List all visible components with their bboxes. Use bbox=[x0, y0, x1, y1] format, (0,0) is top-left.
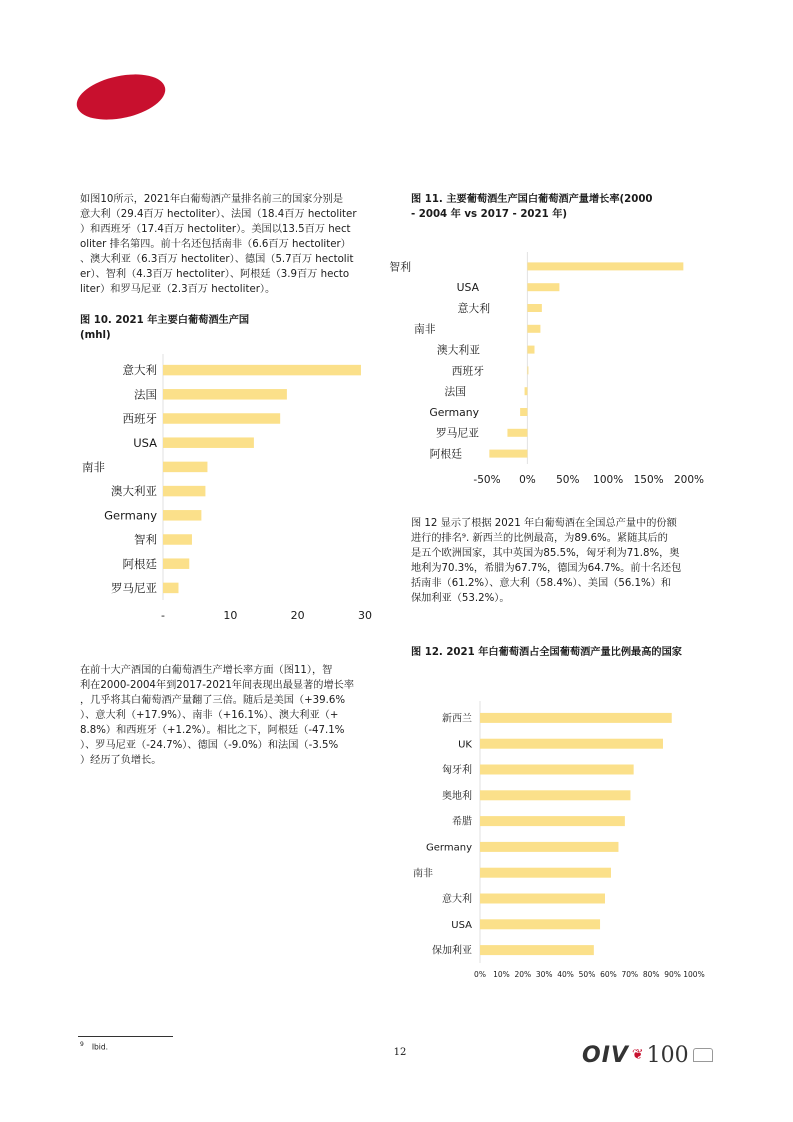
footnote: $^9$ Ibid. bbox=[80, 1041, 109, 1052]
bar-9 bbox=[480, 919, 600, 929]
category-label: 罗马尼亚 bbox=[435, 426, 479, 440]
tick-label: 10% bbox=[493, 970, 510, 979]
bar-7 bbox=[525, 387, 528, 395]
category-label: USA bbox=[133, 435, 157, 450]
tick-label: 90% bbox=[664, 970, 681, 979]
bar-1 bbox=[527, 262, 683, 270]
paragraph-growth-rate: 在前十大产酒国的白葡萄酒生产增长率方面（图11），智 利在2000-2004年到2017-2021年间表现出最显著的增长率 ，几乎将其白葡萄酒产量翻了三倍。随后是美国（+39.6% ）、意大利（+17.9%）、南非（+16.1%）、澳大利亚（+ 8.8%）和西班牙（+1.2%）。相比之下，阿根廷（-47.1% ）、罗马尼亚（-24.7%）、德国（-9.0%）和法国（-3.5% ）经历了负增长。 bbox=[80, 665, 355, 766]
category-label: 南非 bbox=[414, 322, 436, 336]
category-label: 希腊 bbox=[452, 816, 472, 828]
category-label: Germany bbox=[104, 508, 157, 523]
category-label: 法国 bbox=[134, 387, 157, 402]
category-label: USA bbox=[451, 919, 472, 931]
footnote-divider bbox=[78, 1036, 173, 1037]
category-label: 匈牙利 bbox=[442, 765, 472, 777]
chart-fig12 bbox=[405, 700, 725, 985]
category-label: UK bbox=[458, 739, 472, 751]
bar-2 bbox=[527, 283, 559, 291]
page-number: 12 bbox=[393, 1047, 407, 1058]
tick-label: 50% bbox=[578, 970, 596, 979]
category-label: 新西兰 bbox=[442, 713, 472, 725]
fig10-title: 图 10. 2021 年主要白葡萄酒生产国 (mhl) bbox=[80, 315, 250, 341]
tick-label: 50% bbox=[556, 474, 580, 486]
bar-3 bbox=[480, 765, 634, 775]
category-label: 阿根廷 bbox=[122, 556, 157, 571]
tick-label: 0% bbox=[474, 970, 486, 979]
category-label: 奥地利 bbox=[442, 790, 472, 802]
tick-label: 100% bbox=[593, 474, 624, 486]
bar-9 bbox=[507, 429, 527, 437]
building-icon bbox=[693, 1048, 713, 1062]
bar-4 bbox=[480, 790, 630, 800]
bar-3 bbox=[527, 304, 541, 312]
bar-9 bbox=[163, 558, 189, 569]
bar-1 bbox=[163, 365, 361, 376]
tick-label: 150% bbox=[633, 474, 664, 486]
bar-6 bbox=[163, 486, 205, 497]
tick-label: 200% bbox=[673, 474, 705, 486]
tick-label: 100% bbox=[683, 970, 705, 979]
bar-5 bbox=[163, 462, 207, 473]
bar-8 bbox=[520, 408, 527, 416]
category-label: 意大利 bbox=[442, 894, 472, 906]
category-label: Germany bbox=[426, 842, 472, 854]
paragraph-share-ranking: 图 12 显示了根据 2021 年白葡萄酒在全国总产量中的份额 进行的排名⁹. 新西兰的比例最高，为89.6%。紧随其后的 是五个欧洲国家，其中英国为85.5%，匈牙利为71.8%，奥 地利为70.3%，希腊为67.7%，德国为64.7%。前十名还包 括南非（61.2%）、意大利（58.4%）、美国（56.1%）和 保加利亚（53.2%）。 bbox=[411, 518, 682, 604]
tick-label: 70% bbox=[621, 970, 639, 979]
bar-6 bbox=[480, 842, 618, 852]
oiv-logo-text: OIV bbox=[582, 1042, 629, 1068]
bar-10 bbox=[480, 945, 594, 955]
grape-icon: ❦ bbox=[631, 1047, 644, 1063]
bar-10 bbox=[489, 450, 527, 458]
bar-6 bbox=[527, 366, 528, 374]
category-label: Germany bbox=[429, 405, 479, 419]
tick-label: 20 bbox=[290, 609, 305, 622]
bar-8 bbox=[163, 534, 192, 545]
tick-label: 20% bbox=[514, 970, 532, 979]
bar-4 bbox=[527, 325, 540, 333]
category-label: 意大利 bbox=[122, 363, 157, 378]
paragraph-top-producers: 如图10所示，2021年白葡萄酒产量排名前三的国家分别是 意大利（29.4百万 hectoliter）、法国（18.4百万 hectoliter ）和西班牙（17.4百万 hectoliter）。美国以13.5百万 hect oliter 排名第四。前十名还包括南非（6.6百万 hectoliter） 、澳大利亚（6.3百万 hectoliter）、德国（5.7百万 hectolit er）、智利（4.3百万 hectoliter）、阿根廷（3.9百万 hecto liter）和罗马尼亚（2.3百万 hectoliter）。 bbox=[80, 194, 357, 295]
bar-2 bbox=[480, 739, 663, 749]
tick-label: 30 bbox=[358, 609, 372, 622]
category-label: 南非 bbox=[413, 868, 433, 880]
category-label: 西班牙 bbox=[122, 411, 157, 426]
bar-1 bbox=[480, 713, 672, 723]
tick-label: -50% bbox=[473, 474, 501, 486]
bar-4 bbox=[163, 437, 254, 448]
tick-label: 0% bbox=[519, 474, 536, 486]
category-label: 保加利亚 bbox=[432, 945, 472, 957]
tick-label: 40% bbox=[557, 970, 574, 979]
tick-label: 30% bbox=[535, 970, 553, 979]
category-label: 智利 bbox=[389, 260, 411, 274]
red-decorative-blob bbox=[73, 67, 170, 127]
bar-5 bbox=[527, 346, 534, 354]
bar-2 bbox=[163, 389, 287, 400]
fig11-title: 图 11. 主要葡萄酒生产国白葡萄酒产量增长率(2000 - 2004 年 vs 2017 - 2021 年) bbox=[411, 194, 653, 220]
bar-7 bbox=[480, 868, 611, 878]
category-label: 澳大利亚 bbox=[436, 343, 480, 357]
bar-5 bbox=[480, 816, 625, 826]
tick-label: 60% bbox=[600, 970, 617, 979]
bar-10 bbox=[163, 583, 178, 594]
tick-label: 80% bbox=[642, 970, 660, 979]
category-label: 法国 bbox=[444, 385, 466, 399]
tick-label: 10 bbox=[223, 609, 238, 622]
chart-fig10 bbox=[80, 355, 400, 630]
category-label: 澳大利亚 bbox=[111, 484, 157, 499]
tick-label: - bbox=[161, 609, 165, 622]
category-label: 罗马尼亚 bbox=[111, 581, 157, 596]
fig12-title: 图 12. 2021 年白葡萄酒占全国葡萄酒产量比例最高的国家 bbox=[411, 647, 682, 658]
bar-3 bbox=[163, 413, 280, 424]
category-label: USA bbox=[456, 281, 479, 295]
bar-8 bbox=[480, 894, 605, 904]
category-label: 意大利 bbox=[457, 301, 490, 315]
chart-fig11 bbox=[389, 252, 725, 492]
category-label: 南非 bbox=[82, 460, 105, 475]
bar-7 bbox=[163, 510, 201, 521]
category-label: 西班牙 bbox=[451, 364, 484, 378]
oiv-100-logo bbox=[582, 1040, 713, 1070]
category-label: 智利 bbox=[134, 532, 157, 547]
logo-100-text: 100 bbox=[646, 1042, 689, 1068]
category-label: 阿根廷 bbox=[429, 447, 462, 461]
